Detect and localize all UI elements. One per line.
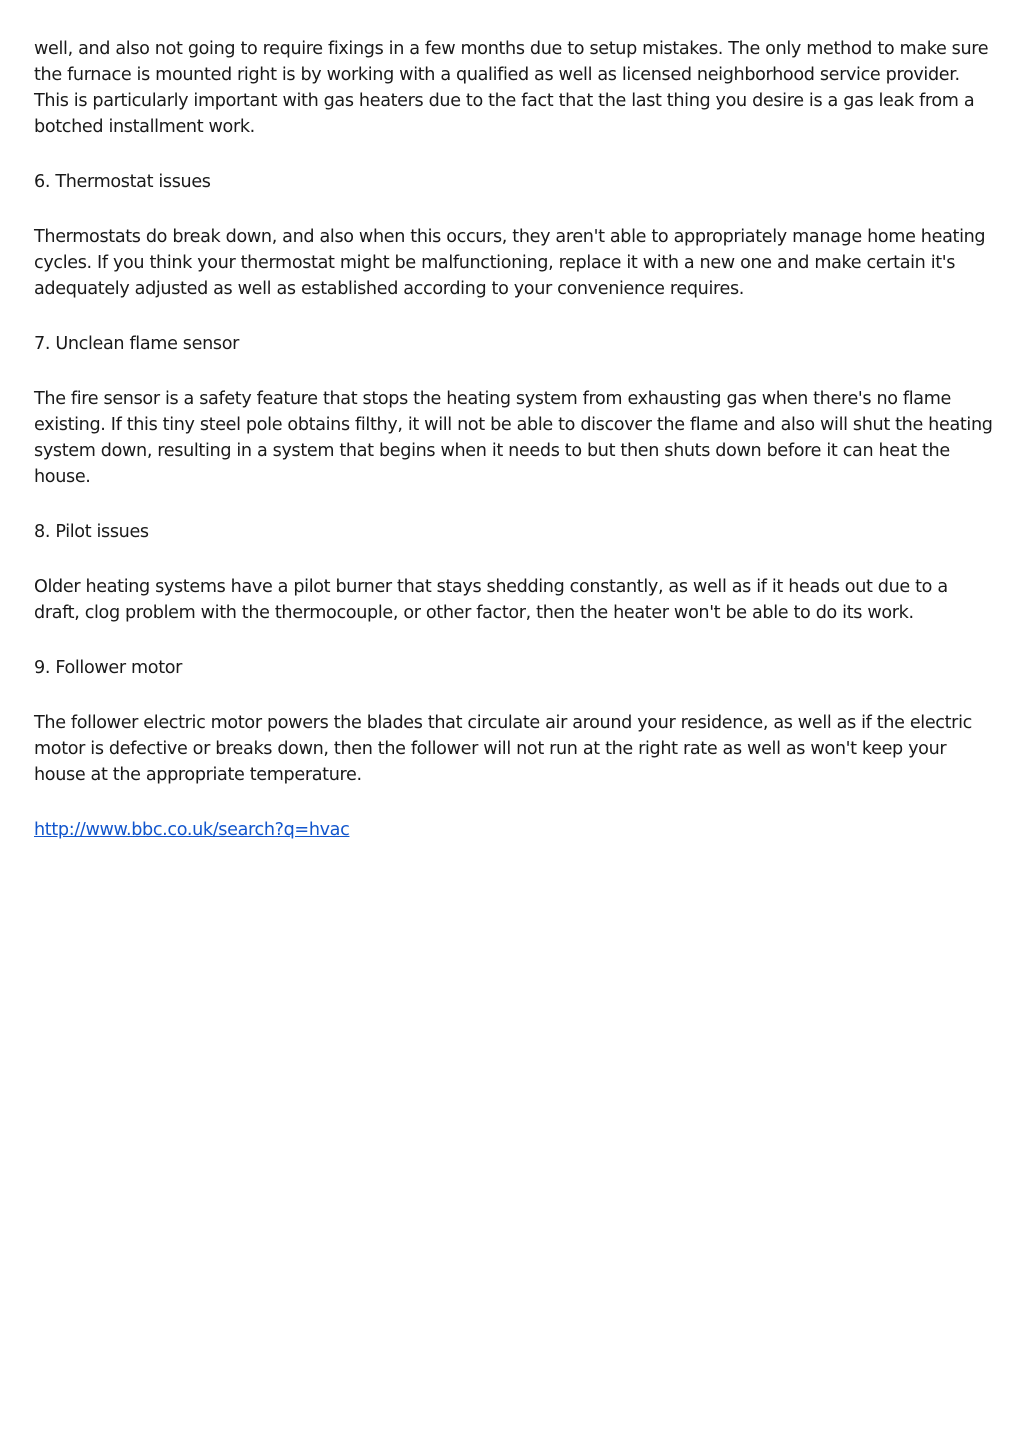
- heading-unclean-flame-sensor: 7. Unclean flame sensor: [34, 334, 239, 354]
- heading-thermostat-issues: 6. Thermostat issues: [34, 172, 211, 192]
- bbc-search-link[interactable]: http://www.bbc.co.uk/search?q=hvac: [34, 820, 350, 840]
- heading-follower-motor: 9. Follower motor: [34, 658, 183, 678]
- paragraph-pilot: Older heating systems have a pilot burner that stays shedding constantly, as well as if it heads out due to a draft, clog problem with the thermocouple, or other factor, then the heater won't be able to do its work.: [34, 577, 948, 623]
- paragraph-flame-sensor: The fire sensor is a safety feature that stops the heating system from exhausting gas when there's no flame existing. If this tiny steel pole obtains filthy, it will not be able to discover the flame and also will shut the heating system down, resulting in a system that begins when it needs to but then shuts down before it can heat the house.: [34, 389, 993, 487]
- document-page: [34, 36, 994, 872]
- paragraph-thermostat: Thermostats do break down, and also when this occurs, they aren't able to appropriately manage home heating cycles. If you think your thermostat might be malfunctioning, replace it with a new one and make certain it's adequately adjusted as well as established according to your convenience requires.: [34, 227, 986, 299]
- heading-pilot-issues: 8. Pilot issues: [34, 522, 149, 542]
- paragraph-installation-continued: well, and also not going to require fixings in a few months due to setup mistakes. The only method to make sure the furnace is mounted right is by working with a qualified as well as licensed neighborhood service provider. This is particularly important with gas heaters due to the fact that the last thing you desire is a gas leak from a botched installment work.: [34, 39, 989, 137]
- paragraph-follower-motor: The follower electric motor powers the blades that circulate air around your residence, as well as if the electric motor is defective or breaks down, then the follower will not run at the right rate as well as won't keep your house at the appropriate temperature.: [34, 713, 972, 785]
- link-paragraph: [34, 817, 994, 843]
